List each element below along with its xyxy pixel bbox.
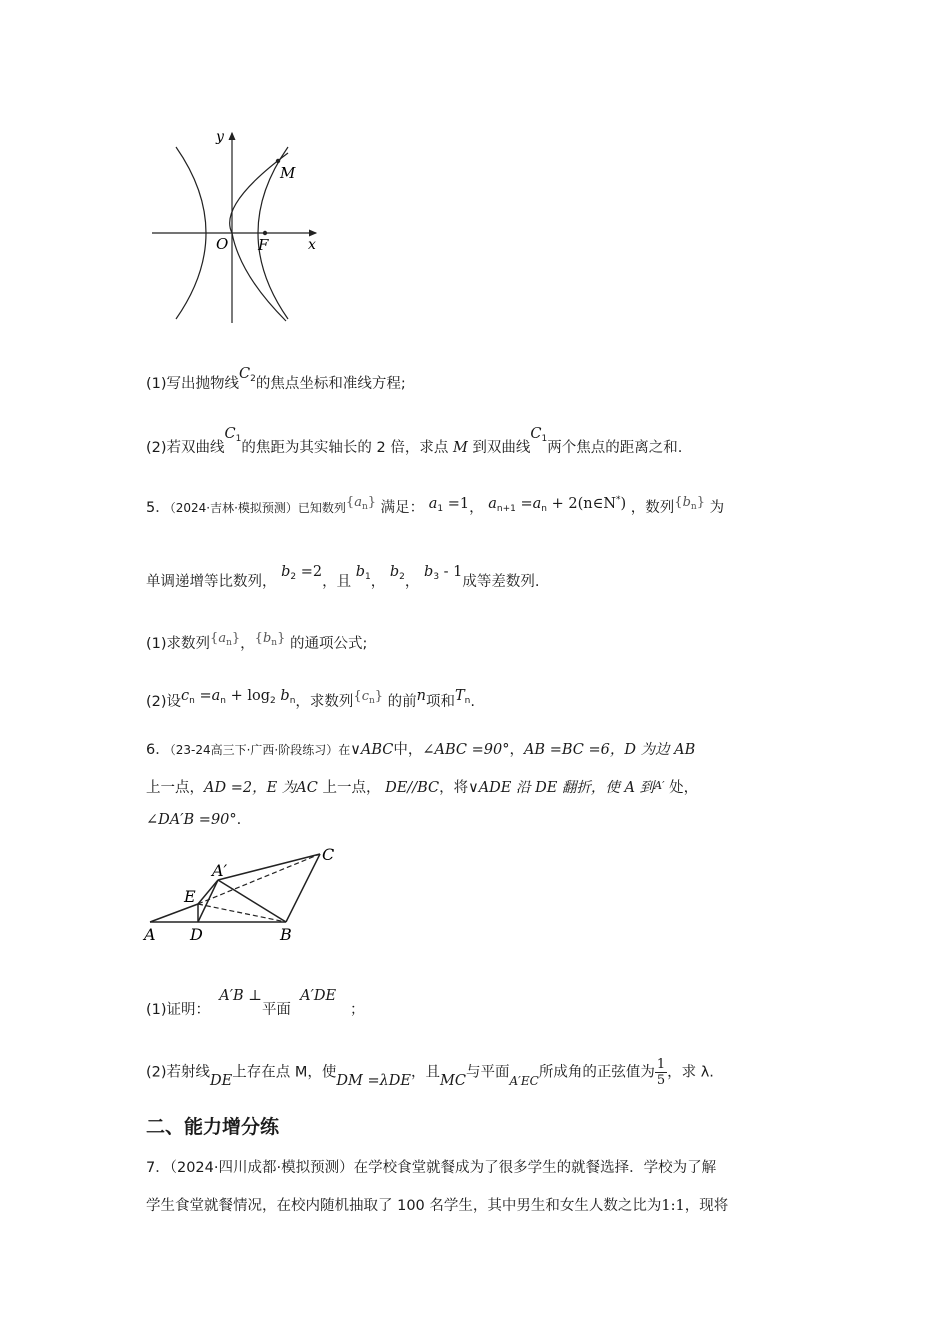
q5-part1-seq-a: a [218, 631, 227, 646]
q5-line2: 单调递增等比数列， $b_2 =2$，且 $b_1$， $b_2$， $b_3 - 1$成等差数列. [146, 564, 540, 590]
q6-frac-num: 1 [656, 1057, 666, 1072]
q6-ad: AD =2 [204, 780, 253, 796]
q5-seq-a: a [354, 495, 362, 510]
q5-cn-b: b [275, 688, 290, 704]
q6-line3 [146, 812, 241, 828]
q6-part2-plane: A′EC [509, 1073, 539, 1088]
q5-part1-seq-a-sub: n [226, 638, 232, 648]
q7-ratio: 1:1 [661, 1198, 685, 1214]
q6-part2 [146, 1057, 714, 1088]
q6-part2-mid4: 所成角的正弦值为 [538, 1064, 655, 1081]
q5-part1: (1)求数列$\{a_n\}$，$\{b_n\}$ 的通项公式; [146, 631, 368, 652]
q5-rec-lhs-sub: n+1 [496, 504, 516, 514]
section-title: 二、能力增分练 [146, 1116, 280, 1138]
q5-a1-sub: 1 [437, 504, 444, 514]
q5-a1: a [428, 496, 438, 512]
q5-tn-sub: n [464, 696, 471, 706]
q5-b1-sub: 1 [365, 572, 371, 582]
q6-part2-mc: MC [440, 1072, 466, 1089]
segment-ae [150, 904, 198, 922]
q4-part1-prefix: (1)写出抛物线 [146, 376, 240, 392]
q6-part2-end: ，求 λ. [667, 1064, 714, 1081]
q5-part2-prefix: (2)设 [146, 694, 182, 710]
q6-part1-plane: 平面 [261, 1002, 291, 1018]
q4-part2-sub2: 1 [541, 434, 548, 444]
segment-a-prime-c [218, 854, 320, 880]
q5-cn-rhs1-sub: n [220, 696, 227, 706]
q5-line2-prefix: 单调递增等比数列， [146, 574, 277, 590]
q4-part2-mid: 的焦距为其实轴长的 2 倍，求点 [241, 440, 449, 456]
q6-part2-mid2: ，且 [411, 1064, 441, 1081]
q6-part1-expr: A′B ⊥ [219, 988, 262, 1004]
q6-angle: ∠ABC =90° [422, 742, 510, 758]
q5-b2-rhs: =2 [296, 564, 323, 580]
hyperbola-parabola-figure [148, 125, 328, 330]
q4-part2-m: M [452, 440, 468, 456]
q6-aprime: A′ [654, 779, 665, 792]
q5-part1-seq-b: b [262, 631, 272, 646]
label-m: M [280, 164, 296, 182]
q5-rec-rhs: + 2(n∈N [547, 496, 617, 512]
q6-frac-den: 5 [656, 1073, 666, 1088]
q5-b1: b [355, 564, 366, 580]
q6-de-par: DE//BC [385, 780, 440, 796]
label-b: B [280, 925, 292, 944]
q5-part2-mid3: 项和 [426, 694, 455, 710]
q5-cn-sub: n [189, 696, 195, 706]
q5-seq-b-sub: n [690, 502, 697, 512]
label-d: D [190, 925, 203, 944]
q5-seq-b-label: ，数列 [630, 500, 675, 516]
q5-rec-mid-sub: n [541, 504, 547, 514]
q5-number: 5． [146, 500, 170, 516]
q6-part1-prefix: (1)证明： [146, 1002, 211, 1018]
q4-part2-sub: 1 [235, 434, 242, 444]
q6-line3-angle: ∠DA′B =90° [146, 812, 237, 828]
label-o: O [216, 235, 229, 253]
q7-line1 [146, 1156, 716, 1177]
q4-part1-suffix: 的焦点坐标和准线方程; [255, 376, 406, 392]
q6-ab-bc: AB =BC =6 [523, 742, 610, 758]
q6-part1-plane-name: A′DE [300, 988, 337, 1004]
label-c: C [322, 845, 335, 864]
q5-and: ，且 [322, 574, 352, 590]
q4-part1 [146, 366, 406, 394]
q5-part1-prefix: (1)求数列 [146, 636, 211, 652]
q5-source: （2024·吉林·模拟预测）已知数列 [169, 501, 346, 515]
q5-cn-b-sub: n [289, 696, 296, 706]
segment-bc [286, 854, 320, 922]
q6-part1 [146, 988, 365, 1019]
q5-rec-sup: * [616, 495, 621, 505]
q6-number: 6． [146, 742, 170, 758]
q6-line2-b: 上一点， [317, 780, 381, 796]
q5-part2-end: . [470, 694, 475, 710]
q5-part2-mid2: 的前 [387, 694, 417, 710]
q6-tri2: ∨ADE [468, 780, 512, 796]
q5-part1-seq-b-sub: n [271, 638, 278, 648]
q5-tn: T [455, 688, 465, 704]
q7-line2 [146, 1194, 728, 1215]
q6-part2-de: DE [210, 1072, 233, 1089]
q5-satisfy: 满足： [380, 500, 425, 516]
label-a-prime: A′ [212, 861, 228, 880]
q6-line2-d: 沿 DE 翻折，使 A 到 [511, 780, 655, 796]
q5-part2-mid: ，求数列 [295, 694, 354, 710]
q6-part2-mid: 上存在点 M，使 [232, 1064, 337, 1081]
q7-number: 7． [146, 1160, 170, 1176]
q6-line2-a: 上一点， [146, 780, 204, 796]
q6-tri: ∨ABC [350, 742, 394, 758]
q5-cn: c [181, 688, 190, 704]
q6-comma: ， [509, 742, 524, 758]
q5-seq-c: c [361, 689, 369, 704]
q6-d-on: ，D 为边 AB [609, 742, 696, 758]
q7-line1-text: （2024·四川成都·模拟预测）在学校食堂就餐成为了很多学生的就餐选择．学校为了解 [169, 1160, 717, 1176]
q6-part1-suffix: ； [349, 1002, 365, 1018]
q5-b2b: b [389, 564, 400, 580]
q5-arith: 成等差数列. [462, 574, 540, 590]
label-e: E [184, 887, 196, 906]
q5-b3-sub: 3 [433, 572, 440, 582]
q4-part2-var: C [224, 426, 236, 442]
q6-line2 [146, 776, 698, 797]
q5-n-var: n [416, 688, 426, 704]
q6-fraction [655, 1057, 667, 1088]
q5-seq-b: b [682, 495, 691, 510]
q6-part2-eq: DM =λDE [336, 1072, 412, 1089]
q6-source: （23-24高三下·广西·阶段练习）在 [169, 743, 351, 757]
q6-line3-end: . [236, 812, 242, 828]
q5-a1-rhs: =1 [443, 496, 470, 512]
q5-seq-a-sub: n [361, 502, 368, 512]
q7-line2-b: ，现将 [684, 1198, 729, 1214]
q5-rec-lhs: a [488, 496, 497, 512]
q4-part2-suffix: 两个焦点的距离之和. [547, 440, 683, 456]
label-a: A [144, 925, 156, 944]
q6-line2-e: 处， [664, 780, 699, 796]
folded-triangle-figure [140, 842, 350, 947]
segment-a-prime-b [218, 880, 286, 922]
q4-part2 [146, 426, 683, 458]
q4-part1-sub: 2 [250, 374, 256, 384]
q5-b3: b [424, 564, 434, 580]
point-m [276, 159, 280, 163]
q5-rec-mid: =a [515, 496, 542, 512]
label-x: x [308, 237, 316, 253]
q5-rec-close: ) [620, 496, 627, 512]
q5-cn-rhs1: =a [194, 688, 221, 704]
q5-line1: 5．（2024·吉林·模拟预测）已知数列$\{a_n\}$ 满足： $a_1 =1$， $a_{n+1} =a_n$ + 2(n∈N*) ，数列$\{b_n\}$ 为 [146, 495, 725, 516]
q6-part2-prefix: (2)若射线 [146, 1064, 211, 1081]
label-f: F [258, 236, 269, 254]
q4-part2-mid2: 到双曲线 [472, 440, 531, 456]
q4-part1-var: C [239, 366, 251, 382]
q4-part2-prefix: (2)若双曲线 [146, 440, 225, 456]
q5-b2: b [281, 564, 291, 580]
q5-part2: (2)设$c_n =a_n + \log_2 b_n$，求数列$\{c_n\}$ 的前n项和$T_n$. [146, 688, 475, 710]
q5-b3-rhs: - 1 [439, 564, 463, 580]
q6-ac: AC [296, 780, 318, 796]
q5-cn-log-sub: 2 [270, 696, 276, 706]
q6-in: 中， [393, 742, 423, 758]
q5-for-text: 为 [709, 500, 725, 516]
q6-line1 [146, 738, 695, 759]
q6-e-on: ，E 为 [252, 780, 297, 796]
label-y: y [216, 129, 224, 145]
q6-part2-mid3: 与平面 [465, 1064, 510, 1081]
q5-b2-sub: 2 [290, 572, 297, 582]
q5-b2b-sub: 2 [399, 572, 405, 582]
q5-part1-suffix: 的通项公式; [289, 636, 368, 652]
q5-cn-log: + log [226, 688, 271, 704]
q7-line2-a: 学生食堂就餐情况，在校内随机抽取了 100 名学生，其中男生和女生人数之比为 [146, 1198, 662, 1214]
q5-seq-c-sub: n [368, 696, 375, 706]
q6-line2-c: ，将 [439, 780, 469, 796]
point-f [263, 231, 267, 235]
q4-part2-var2: C [530, 426, 542, 442]
